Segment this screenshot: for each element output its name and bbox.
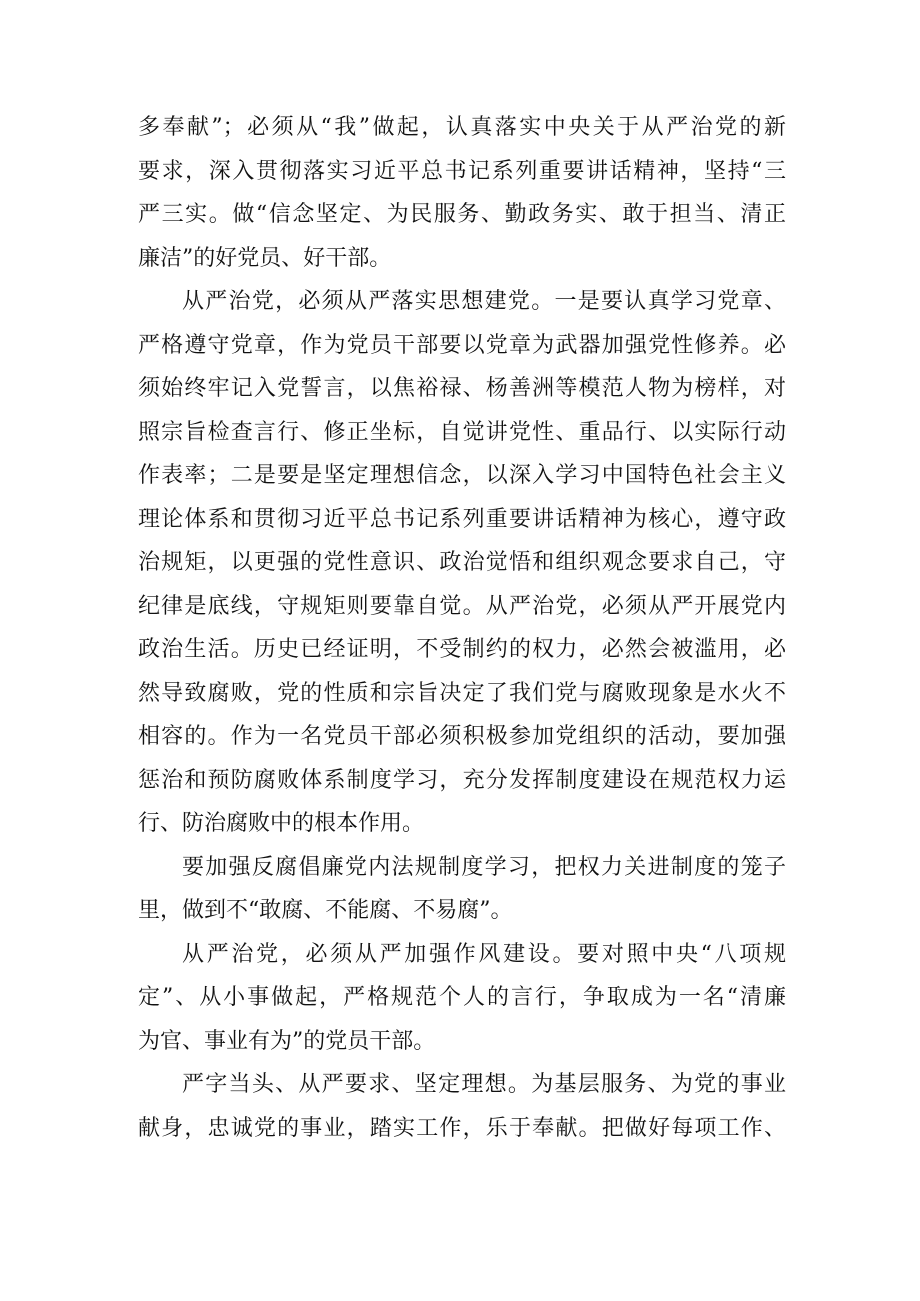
text-line: 定”、从小事做起，严格规范个人的言行，争取成为一名“清廉: [138, 985, 786, 1010]
paragraph: [138, 933, 786, 1064]
paragraph: [138, 280, 786, 846]
text-line: 里，做到不“敢腐、不能腐、不易腐”。: [138, 898, 513, 923]
paragraph: [138, 846, 786, 933]
text-line: 政治生活。历史已经证明，不受制约的权力，必然会被滥用，必: [138, 637, 786, 662]
text-line: 从严治党，必须从严落实思想建党。一是要认真学习党章、: [182, 289, 786, 314]
text-line: 廉洁”的好党员、好干部。: [138, 245, 392, 271]
text-line: 须始终牢记入党誓言，以焦裕禄、杨善洲等模范人物为榜样，对: [138, 376, 786, 401]
text-line: 作表率；二是要是坚定理想信念，以深入学习中国特色社会主义: [138, 463, 786, 488]
text-line: 行、防治腐败中的根本作用。: [138, 811, 425, 836]
paragraph: [138, 1063, 786, 1150]
text-line: 然导致腐败，党的性质和宗旨决定了我们党与腐败现象是水火不: [138, 680, 786, 706]
text-line: 严三实。做“信念坚定、为民服务、勤政务实、敢于担当、清正: [138, 202, 786, 227]
text-line: 相容的。作为一名党员干部必须积极参加党组织的活动，要加强: [138, 724, 786, 749]
text-line: 多奉献”；必须从“我”做起，认真落实中央关于从严治党的新: [138, 115, 786, 140]
text-line: 纪律是底线，守规矩则要靠自觉。从严治党，必须从严开展党内: [138, 593, 786, 619]
text-line: 治规矩，以更强的党性意识、政治觉悟和组织观念要求自己，守: [138, 550, 786, 575]
text-line: 严格遵守党章，作为党员干部要以党章为武器加强党性修养。必: [138, 332, 786, 358]
text-line: 为官、事业有为”的党员干部。: [138, 1028, 436, 1054]
text-line: 惩治和预防腐败体系制度学习，充分发挥制度建设在规范权力运: [138, 767, 786, 793]
text-line: 从严治党，必须从严加强作风建设。要对照中央“八项规: [182, 941, 786, 967]
text-line: 照宗旨检查言行、修正坐标，自觉讲党性、重品行、以实际行动: [138, 419, 786, 445]
text-line: 要加强反腐倡廉党内法规制度学习，把权力关进制度的笼子: [182, 854, 786, 880]
text-line: 理论体系和贯彻习近平总书记系列重要讲话精神为核心，遵守政: [138, 506, 786, 532]
text-line: 要求，深入贯彻落实习近平总书记系列重要讲话精神，坚持“三: [138, 158, 786, 184]
document-body: [138, 106, 786, 1150]
paragraph: [138, 106, 786, 280]
text-line: 严字当头、从严要求、坚定理想。为基层服务、为党的事业: [182, 1072, 786, 1097]
text-line: 献身，忠诚党的事业，踏实工作，乐于奉献。把做好每项工作、: [138, 1115, 786, 1141]
